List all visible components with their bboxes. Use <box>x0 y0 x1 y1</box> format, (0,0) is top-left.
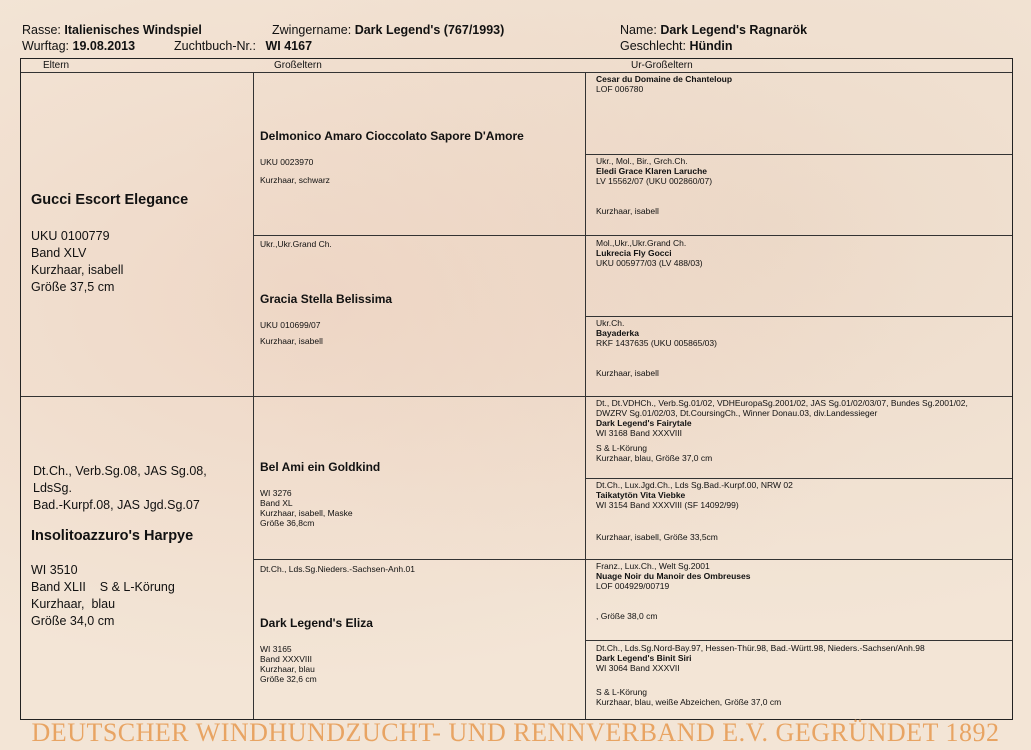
great-grandparent-cell <box>596 318 1011 378</box>
great-grandparent-title: Franz., Lux.Ch., Welt Sg.2001 <box>596 561 710 571</box>
great-grandparent-title: Mol.,Ukr.,Ukr.Grand Ch. <box>596 238 687 248</box>
great-grandparent-name: Dark Legend's Fairytale <box>596 418 692 428</box>
sire-cell <box>31 192 246 296</box>
great-grandparent-cell <box>596 480 1011 542</box>
grandparent-name: Gracia Stella Belissima <box>260 292 393 306</box>
great-grandparent-info: Kurzhaar, isabell, Größe 33,5cm <box>596 532 718 542</box>
whelped-label: Wurftag: <box>22 39 70 53</box>
great-grandparent-cell <box>596 643 1011 707</box>
great-grandparent-cell <box>596 238 1011 268</box>
great-grandparent-title: Dt.Ch., Lds.Sg.Nord-Bay.97, Hessen-Thür.98, Bad.-Württ.98, Nieders.-Sachsen/Anh.98 <box>596 643 925 653</box>
column-header-grandparents: Großeltern <box>274 60 322 71</box>
dam-reg: WI 3510 <box>31 563 78 577</box>
breed-value: Italienisches Windspiel <box>64 23 202 37</box>
grandparent-info: Kurzhaar, isabell <box>260 336 323 346</box>
grandparent-name: Dark Legend's Eliza <box>260 616 373 630</box>
great-grandparent-cell <box>596 561 1011 621</box>
dog-name-field <box>620 23 807 37</box>
great-grandparent-title: Dt.Ch., Lux.Jgd.Ch., Lds Sg.Bad.-Kurpf.00, NRW 02 <box>596 480 793 490</box>
great-grandparent-title: Ukr., Mol., Bir., Grch.Ch. <box>596 156 688 166</box>
grandparent-title: Dt.Ch., Lds.Sg.Nieders.-Sachsen-Anh.01 <box>260 564 415 574</box>
breed-field <box>22 23 202 37</box>
grandparent-band: Band XL <box>260 498 293 508</box>
great-grandparent-info: , Größe 38,0 cm <box>596 611 658 621</box>
great-grandparent-name: Taikatytön Vita Viebke <box>596 490 686 500</box>
great-grandparent-cell <box>596 156 1011 216</box>
breed-label: Rasse: <box>22 23 61 37</box>
grandparent-reg: UKU 010699/07 <box>260 320 321 330</box>
great-grandparent-reg: LOF 006780 <box>596 84 644 94</box>
header-divider <box>21 72 1012 73</box>
studbook-label: Zuchtbuch-Nr.: <box>174 39 256 53</box>
whelped-value: 19.08.2013 <box>72 39 136 53</box>
grandparent-name: Delmonico Amaro Cioccolato Sapore D'Amore <box>260 129 524 143</box>
sex-field <box>620 39 733 53</box>
grandparent-size: Größe 36,8cm <box>260 518 315 528</box>
great-grandparent-info: S & L-Körung <box>596 687 648 697</box>
column-header-great-grandparents: Ur-Großeltern <box>631 60 693 71</box>
great-grandparent-divider-1 <box>585 154 1012 155</box>
grandparent-reg: UKU 0023970 <box>260 157 314 167</box>
great-grandparent-name: Bayaderka <box>596 328 640 338</box>
grandparent-name: Bel Ami ein Goldkind <box>260 460 381 474</box>
great-grandparent-name: Lukrecia Fly Gocci <box>596 248 672 258</box>
great-grandparent-reg: WI 3064 Band XXXVII <box>596 663 680 673</box>
whelped-field <box>22 39 135 53</box>
great-grandparent-divider-3 <box>585 478 1012 479</box>
grandparent-reg: WI 3165 <box>260 644 292 654</box>
association-footer: DEUTSCHER WINDHUNDZUCHT- UND RENNVERBAND E.V. GEGRÜNDET 1892 <box>31 718 1000 747</box>
great-grandparent-name: Eledi Grace Klaren Laruche <box>596 166 708 176</box>
dam-coat: Kurzhaar, blau <box>31 597 116 611</box>
sex-label: Geschlecht: <box>620 39 687 53</box>
grandparent-info: Kurzhaar, schwarz <box>260 175 330 185</box>
grandparent-divider-1 <box>253 235 1012 236</box>
kennel-value: Dark Legend's (767/1993) <box>354 23 505 37</box>
great-grandparent-divider-2 <box>585 316 1012 317</box>
sire-reg: UKU 0100779 <box>31 229 110 243</box>
studbook-value: WI 4167 <box>265 39 313 53</box>
great-grandparent-title: Ukr.Ch. <box>596 318 625 328</box>
grandparent-divider-2 <box>253 559 1012 560</box>
dam-cell <box>33 463 248 630</box>
great-grandparent-info: Kurzhaar, isabell <box>596 206 659 216</box>
dog-name-label: Name: <box>620 23 657 37</box>
kennel-field <box>272 23 504 37</box>
dam-size: Größe 34,0 cm <box>31 614 115 628</box>
great-grandparent-reg: RKF 1437635 (UKU 005865/03) <box>596 338 717 348</box>
great-grandparent-title: DWZRV Sg.01/02/03, Dt.CoursingCh., Winner Donau.03, div.Landessieger <box>596 408 878 418</box>
great-grandparent-info: Kurzhaar, blau, weiße Abzeichen, Größe 37,0 cm <box>596 697 782 707</box>
great-grandparent-info: Kurzhaar, isabell <box>596 368 659 378</box>
grandparent-band: Band XXXVIII <box>260 654 312 664</box>
grandparent-coat: Kurzhaar, isabell, Maske <box>260 508 353 518</box>
dog-name-value: Dark Legend's Ragnarök <box>660 23 808 37</box>
sire-name: Gucci Escort Elegance <box>31 192 189 208</box>
grandparent-cell <box>260 129 580 185</box>
great-grandparent-name: Dark Legend's Binit Siri <box>596 653 692 663</box>
grandparent-cell <box>260 460 580 528</box>
grandparent-cell <box>260 564 580 684</box>
great-grandparent-reg: WI 3168 Band XXXVIII <box>596 428 682 438</box>
great-grandparent-cell <box>596 398 1011 463</box>
grandparent-coat: Kurzhaar, blau <box>260 664 315 674</box>
grandparent-reg: WI 3276 <box>260 488 292 498</box>
great-grandparent-reg: LOF 004929/00719 <box>596 581 670 591</box>
dam-title: Dt.Ch., Verb.Sg.08, JAS Sg.08, LdsSg. <box>33 464 207 495</box>
pedigree-chart <box>20 58 1013 720</box>
dam-title: Bad.-Kurpf.08, JAS Jgd.Sg.07 <box>33 498 200 512</box>
dam-name: Insolitoazzuro's Harpye <box>31 528 194 544</box>
grandparent-size: Größe 32,6 cm <box>260 674 317 684</box>
grandparent-cell <box>260 239 580 346</box>
great-grandparent-reg: UKU 005977/03 (LV 488/03) <box>596 258 703 268</box>
dam-band: Band XLII S & L-Körung <box>31 580 175 594</box>
column-header-parents: Eltern <box>43 60 70 71</box>
sire-size: Größe 37,5 cm <box>31 280 115 294</box>
sire-band: Band XLV <box>31 246 87 260</box>
sex-value: Hündin <box>689 39 733 53</box>
grandparent-title: Ukr.,Ukr.Grand Ch. <box>260 239 332 249</box>
kennel-label: Zwingername: <box>272 23 352 37</box>
great-grandparent-info: Kurzhaar, blau, Größe 37,0 cm <box>596 453 713 463</box>
great-grandparent-divider-4 <box>585 640 1012 641</box>
great-grandparent-name: Nuage Noir du Manoir des Ombreuses <box>596 571 751 581</box>
sire-coat: Kurzhaar, isabell <box>31 263 124 277</box>
great-grandparent-info: S & L-Körung <box>596 443 648 453</box>
great-grandparent-name: Cesar du Domaine de Chanteloup <box>596 74 733 84</box>
great-grandparent-reg: WI 3154 Band XXXVIII (SF 14092/99) <box>596 500 739 510</box>
great-grandparent-cell <box>596 74 1011 94</box>
parent-divider <box>21 396 1012 397</box>
studbook-field <box>174 39 312 53</box>
great-grandparent-reg: LV 15562/07 (UKU 002860/07) <box>596 176 713 186</box>
great-grandparent-title: Dt., Dt.VDHCh., Verb.Sg.01/02, VDHEuropaSg.2001/02, JAS Sg.01/02/03/07, Bundes Sg.2001/02, <box>596 398 968 408</box>
